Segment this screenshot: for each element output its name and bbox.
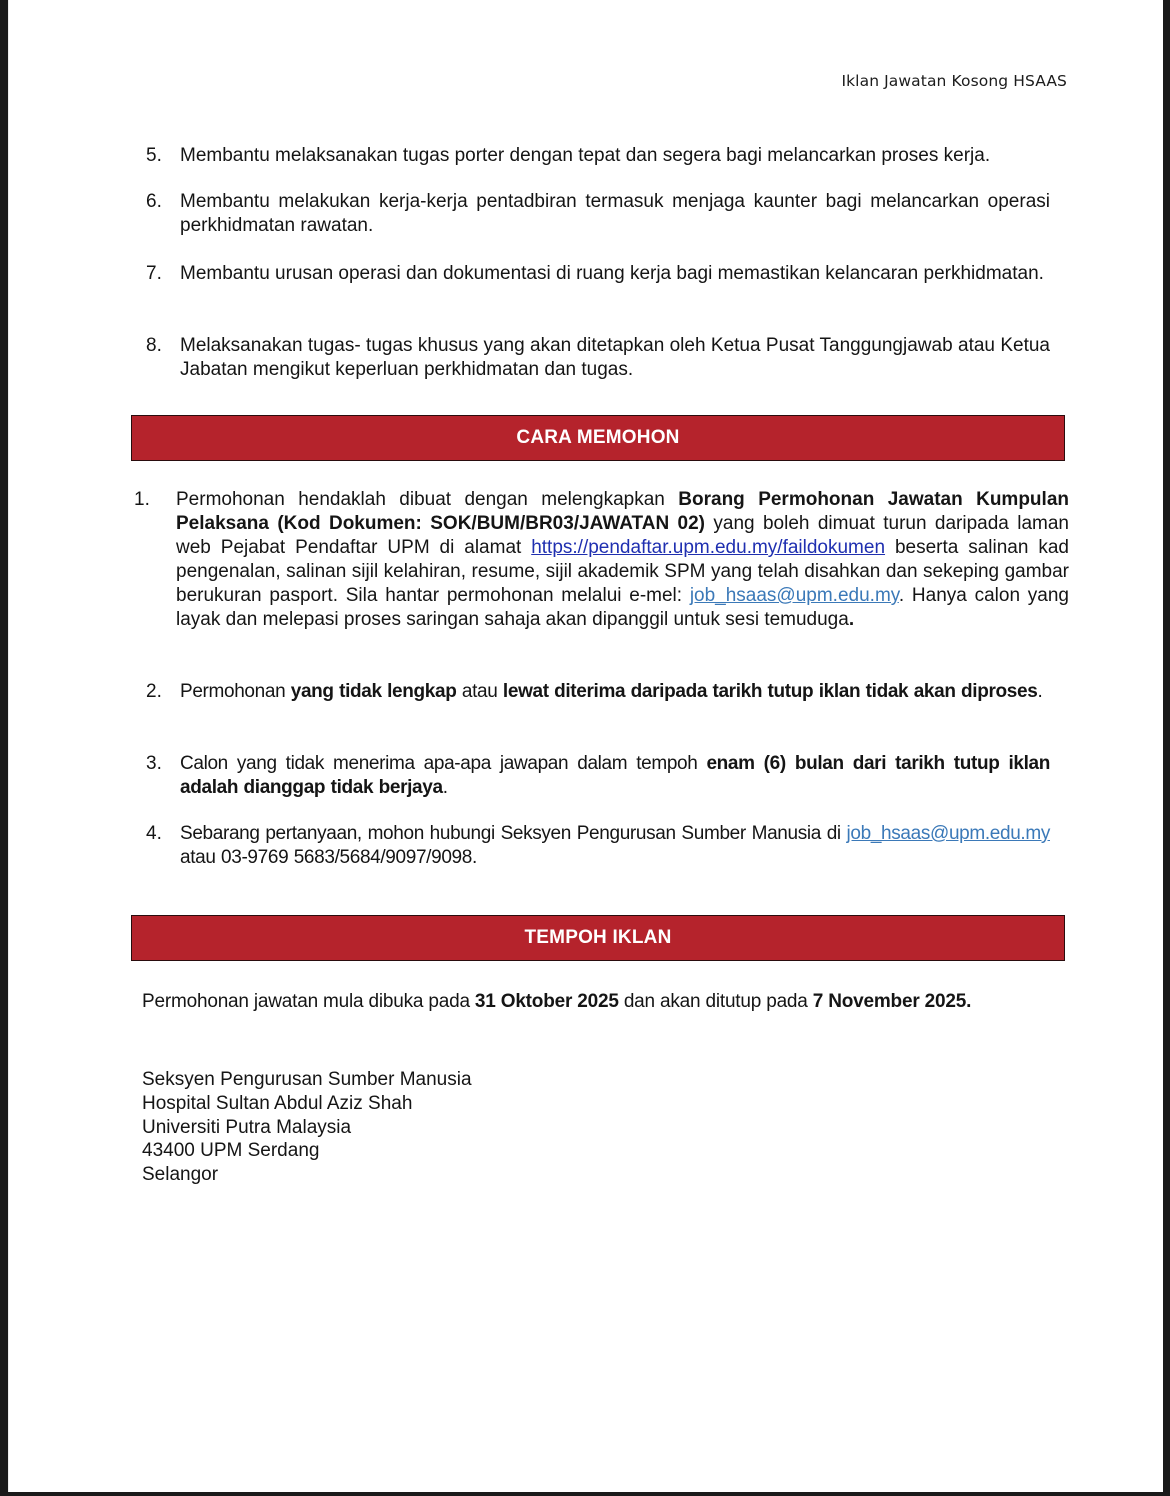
advertisement-period-text xyxy=(142,990,971,1014)
address-line: Hospital Sultan Abdul Aziz Shah xyxy=(142,1092,413,1114)
application-text xyxy=(180,822,1050,870)
application-number: 4. xyxy=(146,823,162,844)
application-item-2 xyxy=(146,680,1050,704)
email-link[interactable]: job_hsaas@upm.edu.my xyxy=(689,585,899,606)
duty-item-5 xyxy=(146,144,1050,168)
application-number: 1. xyxy=(134,489,150,510)
address-line: Selangor xyxy=(142,1164,219,1186)
duty-item-8 xyxy=(146,334,1050,382)
text-run: Permohonan jawatan mula dibuka pada xyxy=(142,991,475,1012)
text-run: . xyxy=(442,777,448,798)
address-line: Universiti Putra Malaysia xyxy=(142,1116,352,1138)
text-run-bold: yang tidak lengkap xyxy=(290,681,457,702)
duty-text: Melaksanakan tugas- tugas khusus yang akan ditetapkan oleh Ketua Pusat Tanggungjawab atau Ketua Jabatan mengikut keperluan perkhidmatan dan tugas. xyxy=(180,335,1050,380)
form-name-bold: Borang Permohonan Jawatan Kumpulan Pelaksana (Kod Dokumen: SOK/BUM/BR03/JAWATAN 02) xyxy=(176,489,1069,534)
application-item-3 xyxy=(146,752,1050,800)
section-banner-cara-memohon: CARA MEMOHON xyxy=(131,415,1065,461)
text-run-bold: lewat diterima daripada tarikh tutup iklan tidak akan diproses xyxy=(502,681,1038,702)
application-item-1 xyxy=(134,488,1069,632)
application-text xyxy=(176,488,1069,632)
text-run: Permohonan hendaklah dibuat dengan melengkapkan xyxy=(176,489,679,510)
application-text xyxy=(180,680,1050,704)
duty-number: 7. xyxy=(146,263,162,284)
text-run: Calon yang tidak menerima apa-apa jawapan dalam tempoh xyxy=(180,753,707,774)
text-run: dan akan ditutup pada xyxy=(618,991,813,1012)
text-run: atau 03-9769 5683/5684/9097/9098. xyxy=(180,847,477,868)
section-banner-tempoh-iklan: TEMPOH IKLAN xyxy=(131,915,1065,961)
text-run: yang boleh dimuat turun daripada laman web Pejabat Pendaftar UPM di alamat xyxy=(176,513,1069,558)
address-line: 43400 UPM Serdang xyxy=(142,1140,320,1162)
address-line: Seksyen Pengurusan Sumber Manusia xyxy=(142,1069,472,1090)
application-item-4 xyxy=(146,822,1050,870)
text-run-bold: enam (6) bulan dari tarikh tutup iklan adalah dianggap tidak berjaya xyxy=(180,753,1050,798)
application-number: 3. xyxy=(146,753,162,774)
text-run-bold: . xyxy=(848,609,855,630)
text-run: atau xyxy=(456,681,503,702)
duty-number: 6. xyxy=(146,191,162,212)
application-text xyxy=(180,752,1050,800)
text-run: . xyxy=(1037,681,1043,702)
duty-number: 8. xyxy=(146,335,162,356)
duty-text: Membantu urusan operasi dan dokumentasi di ruang kerja bagi memastikan kelancaran perkhidmatan. xyxy=(180,263,1044,284)
close-date: 7 November 2025. xyxy=(812,991,972,1012)
text-run: Sebarang pertanyaan, mohon hubungi Seksyen Pengurusan Sumber Manusia di xyxy=(180,823,847,844)
duty-number: 5. xyxy=(146,145,162,166)
duty-text: Membantu melaksanakan tugas porter dengan tepat dan segera bagi melancarkan proses kerja. xyxy=(180,145,991,166)
duty-item-6 xyxy=(146,190,1050,238)
text-run: beserta salinan kad pengenalan, salinan sijil kelahiran, resume, sijil akademik SPM yang telah disahkan dan sekeping gambar berukuran pasport. Sila hantar permohonan melalui e-mel: xyxy=(176,537,1069,606)
download-link[interactable]: https://pendaftar.upm.edu.my/faildokumen xyxy=(531,537,886,558)
open-date: 31 Oktober 2025 xyxy=(474,991,619,1012)
text-run: . Hanya calon yang layak dan melepasi proses saringan sahaja akan dipanggil untuk sesi temuduga xyxy=(176,585,1069,630)
duty-item-7 xyxy=(146,262,1050,286)
text-run: Permohonan xyxy=(180,681,291,702)
email-link[interactable]: job_hsaas@upm.edu.my xyxy=(846,823,1050,844)
document-page xyxy=(8,0,1163,1492)
address-block xyxy=(142,1068,472,1187)
page-header-title: Iklan Jawatan Kosong HSAAS xyxy=(841,72,1067,90)
application-number: 2. xyxy=(146,681,162,702)
duty-text: Membantu melakukan kerja-kerja pentadbiran termasuk menjaga kaunter bagi melancarkan operasi perkhidmatan rawatan. xyxy=(180,191,1050,236)
